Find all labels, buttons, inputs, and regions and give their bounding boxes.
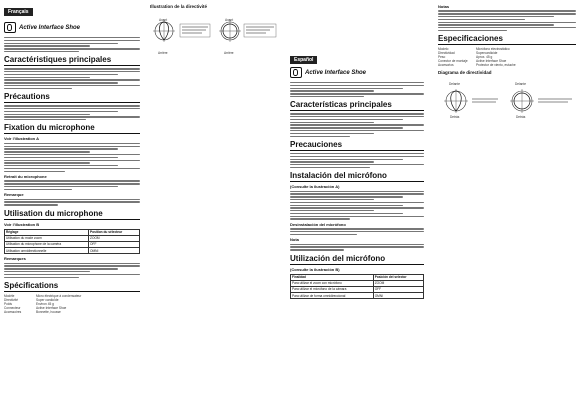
mount-subheading-es: (Consulte la ilustración A) xyxy=(290,184,340,190)
french-column xyxy=(4,0,140,314)
heading-mount-es: Instalación del micrófono xyxy=(290,171,424,182)
logo-text: Active Interface Shoe xyxy=(19,24,81,31)
use-notes xyxy=(4,263,140,278)
precautions-text-es xyxy=(290,153,424,168)
mount-steps-es xyxy=(290,191,424,220)
use-notes-heading: Remarques xyxy=(4,256,26,262)
heading-features-es: Características principales xyxy=(290,100,424,111)
note-subheading-es: Nota xyxy=(290,237,299,243)
logo xyxy=(4,22,140,33)
label-front-es-2: Delante xyxy=(515,82,526,87)
heading-specs: Spécifications xyxy=(4,281,140,292)
specs-list: Modèle Micro électrique à condensateur Directivité Super cardioïde Poids Environ 45 g Connecteur Active Interface Shoe Accessoires Bonnette, housse xyxy=(4,293,82,314)
logo-es xyxy=(290,67,424,78)
spanish-specs-column xyxy=(438,0,576,125)
label-rear-es-2: Detrás xyxy=(516,115,526,120)
use-table: Réglage Position du sélecteur Utilisation du mode zoom ZOOM Utilisation du microphone de la caméra OFF Utilisation omnidirectionnelle OMNI xyxy=(4,229,140,255)
remark-subheading: Remarque xyxy=(4,192,24,198)
use-table-es: Finalidad Posición del selector Para utilizar el zoom con micrófono ZOOM Para utilizar el micrófono de la cámara OFF Para utilizar de forma omnidireccional OMNI xyxy=(290,274,424,300)
remove-subheading-es: Desinstalación del micrófono xyxy=(290,221,346,227)
intro-text-es xyxy=(290,82,424,97)
remove-subheading: Retrait du microphone xyxy=(4,174,47,180)
features-text xyxy=(4,68,140,89)
label-front-es-1: Delante xyxy=(449,82,460,87)
heading-precautions: Précautions xyxy=(4,92,140,103)
intro-text xyxy=(4,37,140,52)
mount-steps xyxy=(4,143,140,172)
precautions-text xyxy=(4,105,140,120)
remove-steps xyxy=(4,180,140,190)
use-subheading-es: (Consulte la ilustración B) xyxy=(290,266,340,272)
language-tab-spanish: Español xyxy=(290,56,317,64)
notes-text-es xyxy=(438,10,576,31)
directivity-diagram-es-wrap xyxy=(438,77,576,125)
specs-list-es: Modelo Micrófono electrostático Directividad Supercardioide Peso Aprox. 45 g Conector de montaje Active Interface Shoe Accesorios Protector de viento, estuche xyxy=(438,47,516,68)
notes-heading-es: Notas xyxy=(438,4,450,9)
heading-specs-es: Especificaciones xyxy=(438,34,576,45)
label-front-2: Avant xyxy=(225,18,234,22)
logo-text-es: Active Interface Shoe xyxy=(305,69,367,76)
shoe-logo-icon xyxy=(290,67,302,78)
label-front-1: Avant xyxy=(159,18,168,22)
shoe-logo-icon xyxy=(4,22,16,33)
label-rear-2: Arrière xyxy=(224,51,234,55)
heading-mount: Fixation du microphone xyxy=(4,123,140,134)
features-text-es xyxy=(290,113,424,137)
directivity-diagram xyxy=(150,11,280,53)
label-rear-1: Arrière xyxy=(158,51,168,55)
heading-precautions-es: Precauciones xyxy=(290,140,424,151)
language-tab-french: Français xyxy=(4,8,33,16)
mount-subheading: Voir l'illustration A xyxy=(4,136,39,142)
directivity-title: Illustration de la directivité xyxy=(150,4,208,9)
note-text-es xyxy=(290,244,424,251)
remark-text xyxy=(4,199,140,206)
directivity-title-es: Diagrama de directividad xyxy=(438,70,492,76)
heading-features: Caractéristiques principales xyxy=(4,55,140,66)
use-subheading: Voir l'illustration B xyxy=(4,221,40,227)
label-rear-es-1: Detrás xyxy=(450,115,460,120)
directivity-column xyxy=(150,0,280,58)
spanish-column xyxy=(290,64,424,301)
heading-use: Utilisation du microphone xyxy=(4,209,140,220)
heading-use-es: Utilización del micrófono xyxy=(290,254,424,265)
remove-steps-es xyxy=(290,228,424,235)
